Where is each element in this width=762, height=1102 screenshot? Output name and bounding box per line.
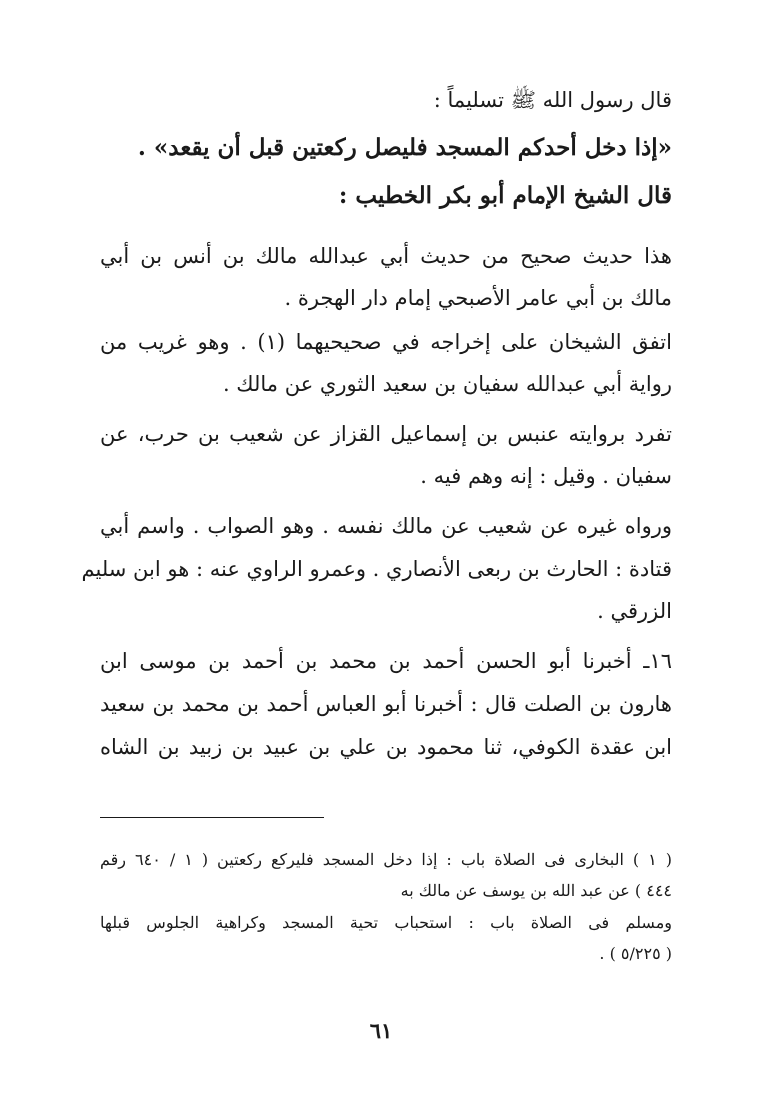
section-heading: قال الشيخ الإمام أبو بكر الخطيب : bbox=[338, 182, 672, 209]
paragraph-line: مالك بن أبي عامر الأصبحي إمام دار الهجرة . bbox=[284, 286, 672, 310]
paragraph-line: ابن عقدة الكوفي، ثنا محمود بن علي بن عبيد بن زبيد بن الشاه bbox=[100, 735, 672, 759]
paragraph-line: سفيان . وقيل : إنه وهم فيه . bbox=[420, 464, 672, 488]
paragraph-line: رواية أبي عبدالله سفيان بن سعيد الثوري عن مالك . bbox=[222, 372, 672, 396]
paragraph-line: ١٦ـ أخبرنا أبو الحسن أحمد بن محمد بن أحمد بن موسى ابن bbox=[100, 649, 672, 673]
paragraph-line: قتادة : الحارث بن ربعى الأنصاري . وعمرو الراوي عنه : هو ابن سليم bbox=[81, 557, 672, 581]
footnote-separator bbox=[100, 817, 324, 818]
paragraph-line: هارون بن الصلت قال : أخبرنا أبو العباس أحمد بن محمد بن سعيد bbox=[100, 692, 672, 716]
paragraph-line: ورواه غيره عن شعيب عن مالك نفسه . وهو الصواب . واسم أبي bbox=[100, 514, 672, 538]
footnote-line: ( ٥/٢٢٥ ) . bbox=[599, 944, 672, 963]
paragraph-line: الزرقي . bbox=[597, 599, 672, 623]
footnote-line: ( ١ ) البخارى فى الصلاة باب : إذا دخل المسجد فليركع ركعتين ( ١ / ٦٤٠ رقم bbox=[100, 850, 673, 869]
paragraph-line: تفرد بروايته عنبس بن إسماعيل القزاز عن شعيب بن حرب، عن bbox=[100, 422, 672, 446]
footnote-line: ٤٤٤ ) عن عبد الله بن يوسف عن مالك به bbox=[400, 881, 672, 900]
intro-line: قال رسول الله ﷺ تسليماً : bbox=[433, 88, 672, 112]
paragraph-line: هذا حديث صحيح من حديث أبي عبدالله مالك بن أنس بن أبي bbox=[100, 244, 672, 268]
hadith-text: «إذا دخل أحدكم المسجد فليصل ركعتين قبل أن يقعد» . bbox=[137, 134, 672, 161]
paragraph-line: اتفق الشيخان على إخراجه في صحيحيهما (١) . وهو غريب من bbox=[100, 330, 672, 354]
footnote-line: ومسلم فى الصلاة باب : استحباب تحية المسجد وكراهية الجلوس قبلها bbox=[100, 913, 672, 932]
page-number: ٦١ bbox=[369, 1018, 393, 1043]
